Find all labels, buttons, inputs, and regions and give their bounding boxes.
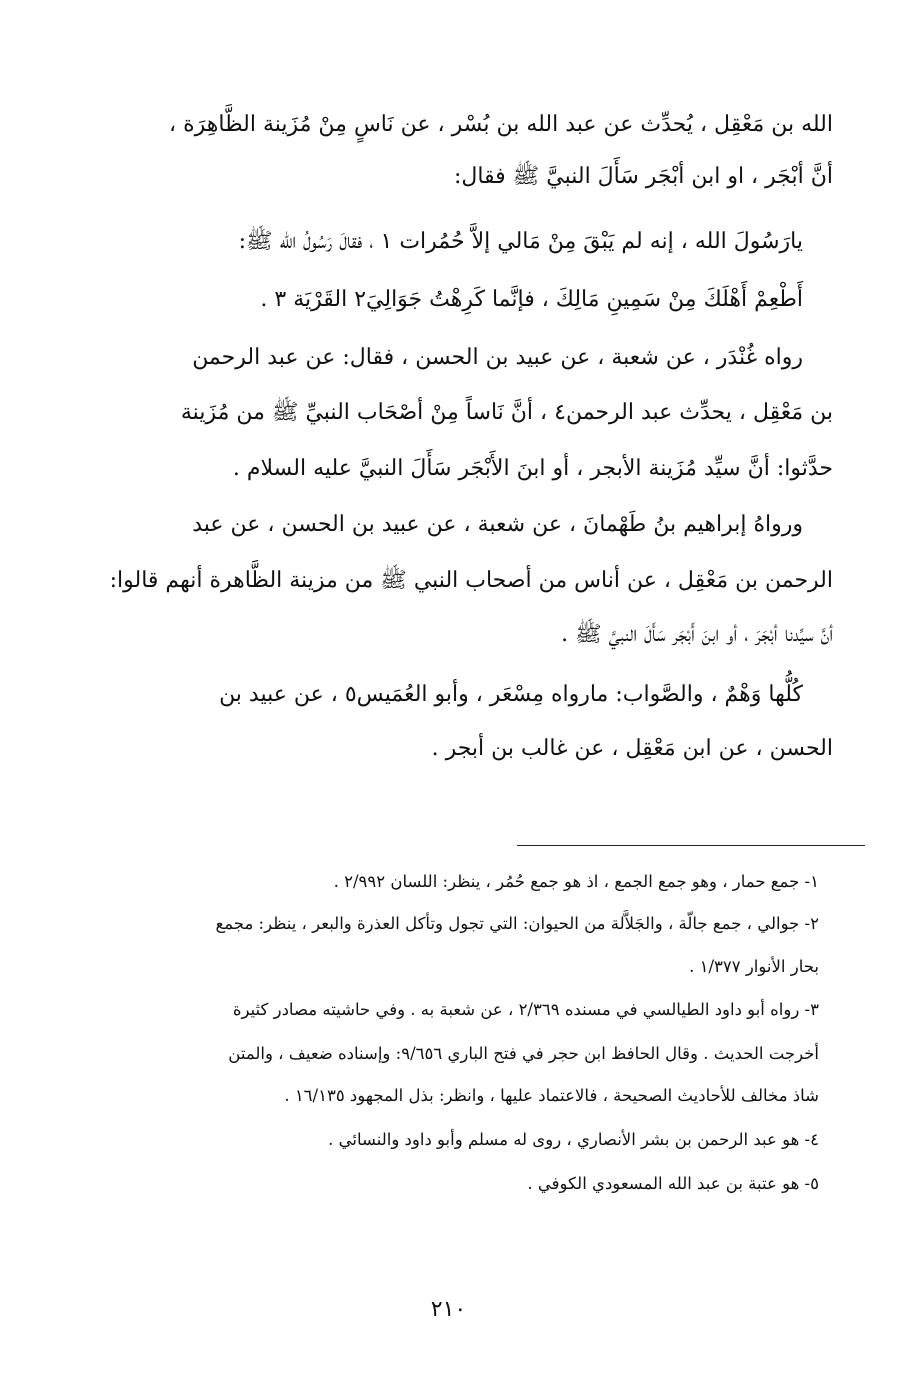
footnote-separator xyxy=(517,845,865,846)
body-line: أنَّ سيِّدنا أبْجَرَ ، أو ابنَ أَبْجَر سَأَلَ النبيَّ ﷺ . xyxy=(561,622,833,647)
body-line: أَطْعِمْ أَهْلَكَ مِنْ سَمِينِ مَالِكَ ، فإنَّما كَرِهْتُ جَوَالِيَ٢ القَرْيَة ٣ . xyxy=(260,287,803,312)
footnote-line: شاذ مخالف للأحاديث الصحيحة ، فالاعتماد عليها ، وانظر: بذل المجهود ١٦/١٣٥ . xyxy=(284,1086,819,1105)
body-line: رواه غُنْدَر ، عن شعبة ، عن عبيد بن الحسن ، فقال: عن عبد الرحمن xyxy=(192,345,803,370)
body-line: بن مَعْقِل ، يحدِّث عبد الرحمن٤ ، أنَّ نَاساً مِنْ أصْحَاب النبيِّ ﷺ من مُزَينة xyxy=(180,400,833,425)
footnote-line: ٣- رواه أبو داود الطيالسي في مسنده ٢/٣٦٩ ، عن شعبة به . وفي حاشيته مصادر كثيرة xyxy=(232,1000,819,1019)
footnote-line: أخرجت الحديث . وقال الحافظ ابن حجر في فتح الباري ٩/٦٥٦: وإسناده ضعيف ، والمتن xyxy=(228,1044,819,1063)
body-line: يارَسُولَ الله ، إنه لم يَبْقَ مِنْ مَالي إلاَّ حُمُرات ١ ، فقالَ رَسُولُ الله ﷺ: xyxy=(238,229,803,254)
body-line: الرحمن بن مَعْقِل ، عن أناس من أصحاب النبي ﷺ من مزينة الظَّاهرة أنهم قالوا: xyxy=(109,568,833,593)
page-number: ٢١٠ xyxy=(430,1297,467,1322)
body-line: الحسن ، عن ابن مَعْقِل ، عن غالب بن أبجر . xyxy=(431,736,833,761)
body-line: الله بن مَعْقِل ، يُحدِّث عن عبد الله بن بُسْر ، عن نَاسٍ مِنْ مُزَينة الظَّاهِرَة ، xyxy=(169,112,833,137)
body-line: أنَّ أبْجَر ، او ابن أبْجَر سَأَلَ النبيَّ ﷺ فقال: xyxy=(453,164,833,189)
footnote-line: ٤- هو عبد الرحمن بن بشر الأنصاري ، روى له مسلم وأبو داود والنسائي . xyxy=(328,1130,819,1149)
body-line: كُلُّها وَهْمٌ ، والصَّواب: مارواه مِسْعَر ، وأبو العُمَيس٥ ، عن عبيد بن xyxy=(219,682,803,707)
body-line: ورواهُ إبراهيم بنُ طَهْمانَ ، عن شعبة ، عن عبيد بن الحسن ، عن عبد xyxy=(192,512,803,537)
footnote-line: بحار الأنوار ١/٣٧٧ . xyxy=(689,957,819,976)
body-line: حدَّثوا: أنَّ سيِّد مُزَينة الأبجر ، أو ابنَ الأَبْجَر سَأَلَ النبيَّ عليه السلام . xyxy=(232,456,833,481)
footnote-line: ٥- هو عتبة بن عبد الله المسعودي الكوفي . xyxy=(527,1174,819,1193)
footnote-line: ١- جمع حمار ، وهو جمع الجمع ، اذ هو جمع حُمُر ، ينظر: اللسان ٢/٩٩٢ . xyxy=(333,872,819,891)
footnote-line: ٢- جوالي ، جمع جالّة ، والجَلاَّلة من الحيوان: التي تجول وتأكل العذرة والبعر ، ينظر: مجمع xyxy=(215,914,819,933)
